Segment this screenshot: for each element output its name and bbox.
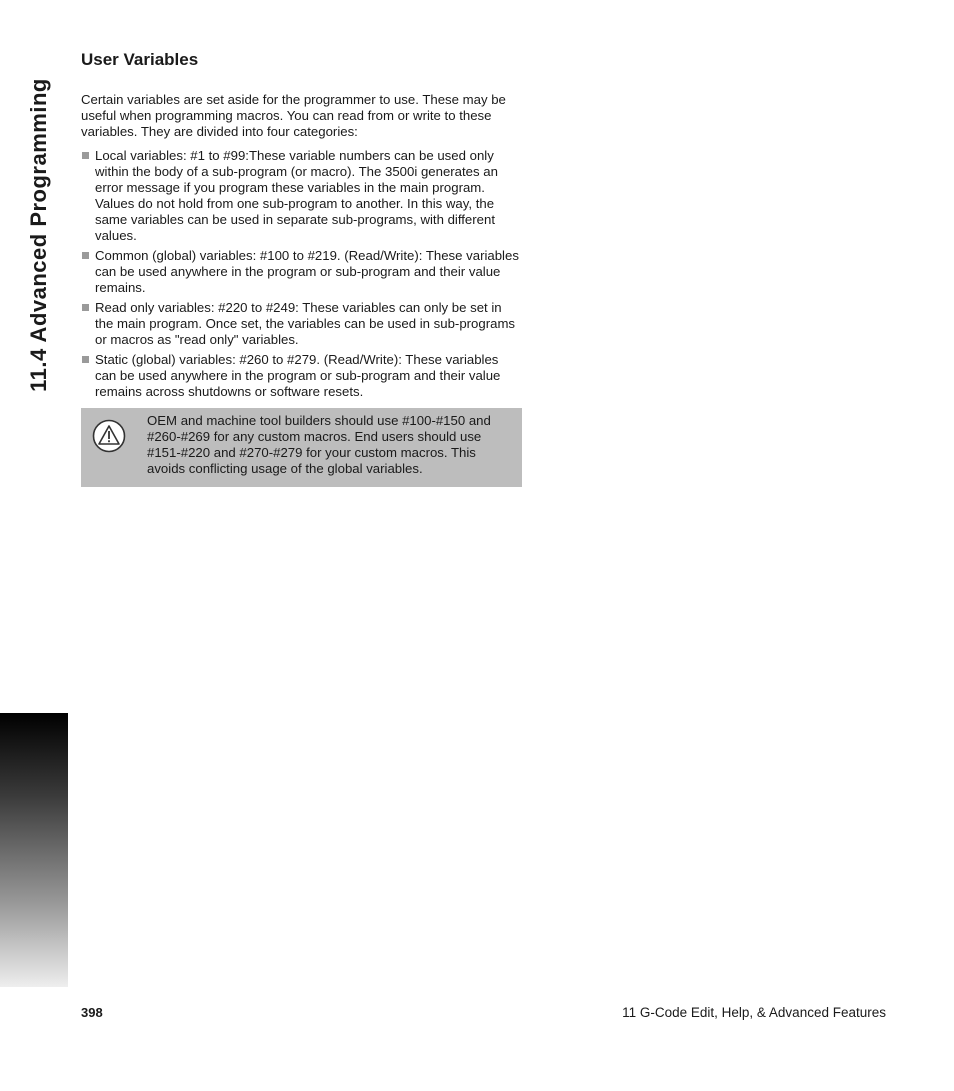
note-box bbox=[81, 408, 522, 487]
list-item bbox=[81, 300, 523, 348]
list-item bbox=[81, 248, 523, 296]
footer-chapter-title: 11 G-Code Edit, Help, & Advanced Features bbox=[622, 1005, 886, 1020]
square-bullet-icon bbox=[82, 356, 89, 363]
main-content bbox=[81, 48, 523, 487]
square-bullet-icon bbox=[82, 152, 89, 159]
list-item-text: Static (global) variables: #260 to #279. (Read/Write): These variables can be used anywhere in the program or sub-program and their value remains across shutdowns or software resets. bbox=[95, 352, 501, 399]
side-chapter-title-text: 11.4 Advanced Programming bbox=[26, 78, 51, 392]
square-bullet-icon bbox=[82, 252, 89, 259]
list-item-text: Read only variables: #220 to #249: These variables can only be set in the main program. Once set, the variables can be used in sub-programs or macros as "read only" variables. bbox=[95, 300, 516, 347]
section-heading: User Variables bbox=[81, 50, 199, 69]
note-text: OEM and machine tool builders should use #100-#150 and #260-#269 for any custom macros. End users should use #151-#220 and #270-#279 for your custom macros. This avoids conflicting usage of the global variables. bbox=[147, 413, 491, 476]
list-item-text: Common (global) variables: #100 to #219. (Read/Write): These variables can be used anywhere in the program or sub-program and their value remains. bbox=[95, 248, 519, 295]
list-item bbox=[81, 148, 523, 244]
list-item-text: Local variables: #1 to #99:These variable numbers can be used only within the body of a sub-program (or macro). The 3500i generates an error message if you program these variables in the main program. Values do not hold from one sub-program to another. In this way, the same variables can be used in separate sub-programs, with different values. bbox=[95, 148, 498, 243]
side-gradient-bar bbox=[0, 713, 68, 987]
side-chapter-title bbox=[24, 50, 54, 420]
warning-icon bbox=[92, 419, 126, 453]
intro-paragraph: Certain variables are set aside for the programmer to use. These may be useful when programming macros. You can read from or write to these variables. They are divided into four categories: bbox=[81, 92, 506, 139]
variable-category-list bbox=[81, 148, 523, 400]
page-number: 398 bbox=[81, 1005, 103, 1020]
square-bullet-icon bbox=[82, 304, 89, 311]
list-item bbox=[81, 352, 523, 400]
